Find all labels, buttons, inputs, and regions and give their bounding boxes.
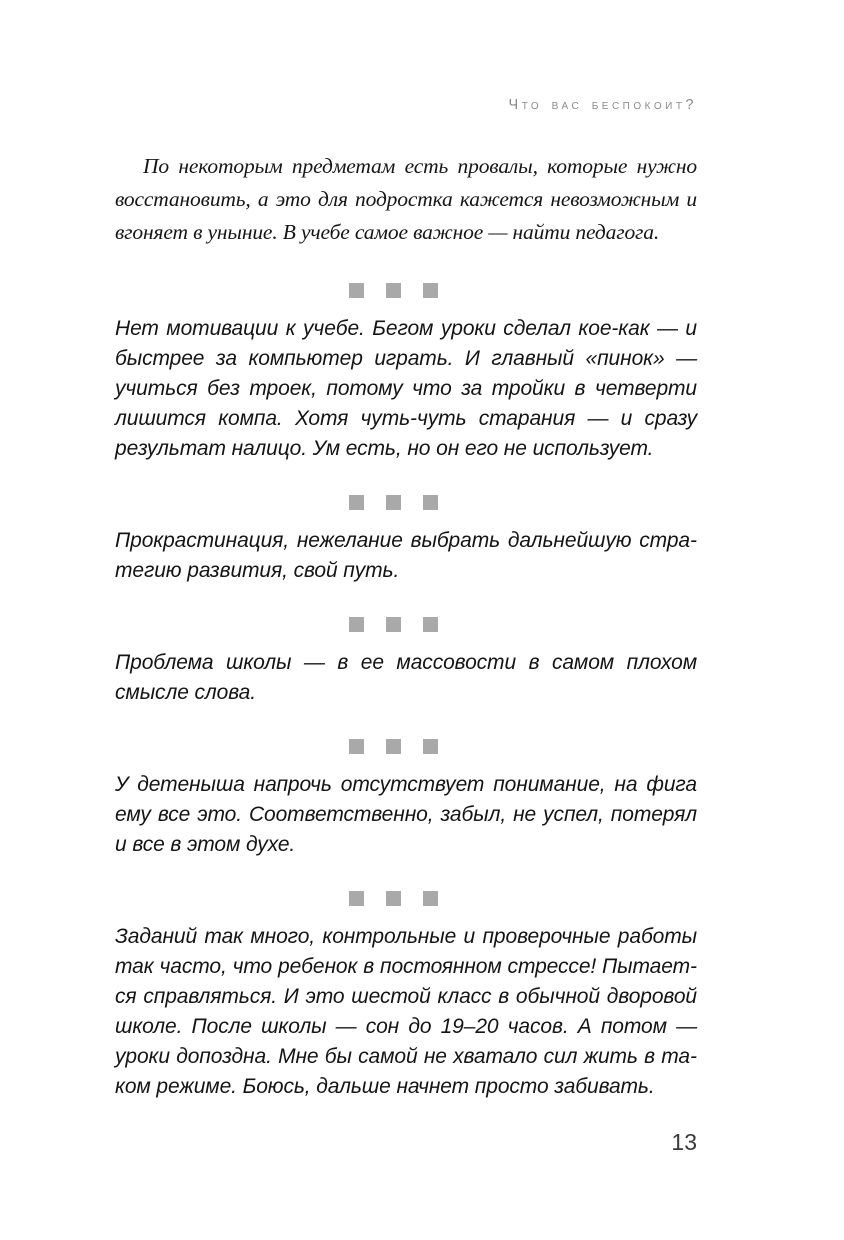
- square-separator-icon: [386, 739, 401, 754]
- intro-paragraph: По некоторым предметам есть провалы, которые нужно восстановить, а это для подростка кажется невозможным и вгоняет в уныние. В учебе самое важное — найти педагога.: [115, 154, 697, 244]
- square-separator-icon: [349, 495, 364, 510]
- square-separator-icon: [423, 617, 438, 632]
- text-column: [115, 0, 697, 1156]
- square-separator-icon: [423, 891, 438, 906]
- quote-paragraph: Прокрастинация, нежелание выбрать дальнейшую стратегию развития, свой путь.: [115, 529, 697, 582]
- section-separator: [102, 617, 684, 632]
- section-separator: [102, 495, 684, 510]
- square-separator-icon: [423, 495, 438, 510]
- square-separator-icon: [386, 495, 401, 510]
- square-separator-icon: [386, 283, 401, 298]
- square-separator-icon: [423, 739, 438, 754]
- running-header: Что вас беспокоит?: [508, 97, 697, 113]
- quote-paragraph: Проблема школы — в ее массовости в самом плохом смысле слова.: [115, 651, 697, 704]
- square-separator-icon: [349, 617, 364, 632]
- section-separator: [102, 283, 684, 298]
- quote-paragraph: У детеныша напрочь отсутствует понимание, на фига ему все это. Соответственно, забыл, не успел, потерял и все в этом духе.: [115, 773, 697, 856]
- quote-paragraph: Нет мотивации к учебе. Бегом уроки сделал кое-как — и быстрее за компьютер играть. И главный «пинок» — учиться без троек, потому что за тройки в четверти лишится компа. Хотя чуть-чуть старания — и сразу результат налицо. Ум есть, но он его не использует.: [115, 317, 697, 460]
- section-separator: [102, 739, 684, 754]
- square-separator-icon: [386, 617, 401, 632]
- section-separator: [102, 891, 684, 906]
- square-separator-icon: [349, 739, 364, 754]
- page-number: 13: [671, 1129, 697, 1155]
- square-separator-icon: [386, 891, 401, 906]
- square-separator-icon: [349, 891, 364, 906]
- quote-paragraph: Заданий так много, контрольные и проверочные работы так часто, что ребенок в постоянном стрессе! Пытается справляться. И это шестой класс в обычной дворовой школе. После школы — сон до 19–20 часов. А потом — уроки допоздна. Мне бы самой не хватало сил жить в таком режиме. Боюсь, дальше начнет просто забивать.: [115, 925, 697, 1098]
- square-separator-icon: [423, 283, 438, 298]
- square-separator-icon: [349, 283, 364, 298]
